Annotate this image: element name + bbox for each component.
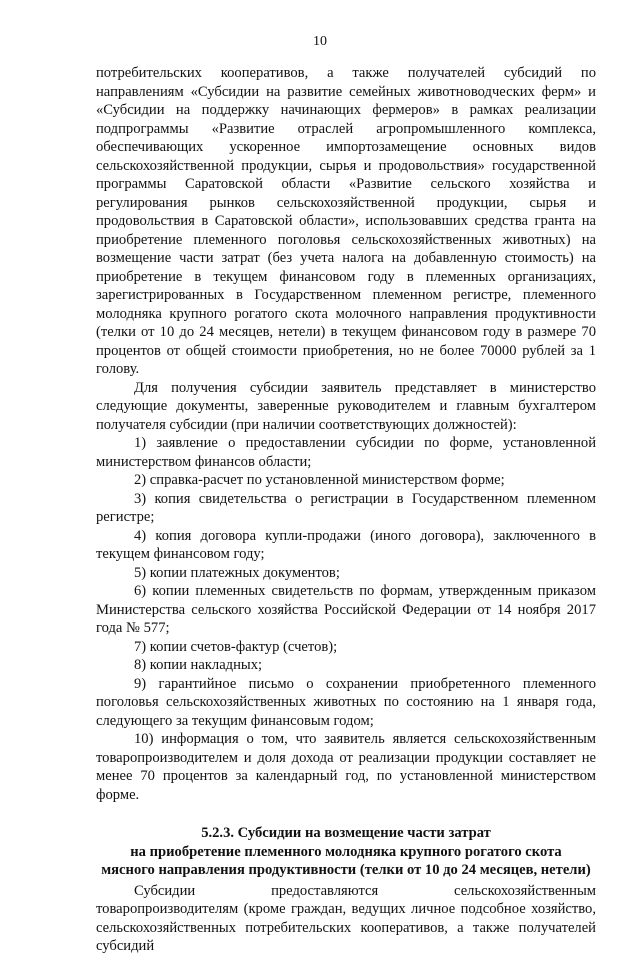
- section-heading-line: на приобретение племенного молодняка крупного рогатого скота: [130, 843, 562, 860]
- body-paragraph: 5) копии платежных документов;: [134, 564, 340, 581]
- body-paragraph: 9) гарантийное письмо о сохранении приобретенного племенного поголовья сельскохозяйственных животных по состоянию на 1 января года, следующего за текущим финансовым годом;: [96, 675, 596, 729]
- paragraphs-before-heading: [96, 64, 596, 804]
- body-paragraph: потребительских кооперативов, а также получателей субсидий по направлениям «Субсидии на развитие семейных животноводческих ферм» и «Субсидии на поддержку начинающих фермеров» в рамках реализации подпрограммы «Развитие отраслей агропромышленного комплекса, обеспечивающих ускоренное импортозамещение основных видов сельскохозяйственной продукции, сырья и продовольствия» государственной программы Саратовской области «Развитие сельского хозяйства и регулирования рынков сельскохозяйственной продукции, сырья и продовольствия в Саратовской области», использовавших средства гранта на приобретение племенного поголовья сельскохозяйственных животных) на возмещение части затрат (без учета налога на добавленную стоимость) на приобретение в текущем финансовом году в племенных организациях, зарегистрированных в Государственном племенном регистре, племенного молодняка крупного рогатого скота молочного направления продуктивности (телки от 10 до 24 месяцев, нетели) в текущем финансовом году в размере 70 процентов от общей стоимости приобретения, но не более 70000 рублей за 1 голову.: [96, 65, 596, 377]
- document-body: [96, 64, 596, 956]
- body-paragraph: 4) копия договора купли-продажи (иного договора), заключенного в текущем финансовом году;: [96, 527, 596, 562]
- body-paragraph: 7) копии счетов-фактур (счетов);: [134, 638, 338, 655]
- body-paragraph: 6) копии племенных свидетельств по формам, утвержденным приказом Министерства сельского хозяйства Российской Федерации от 14 ноября 2017 года № 577;: [96, 583, 596, 636]
- body-paragraph: 1) заявление о предоставлении субсидии по форме, установленной министерством финансов области;: [96, 435, 596, 470]
- body-paragraph: Для получения субсидии заявитель представляет в министерство следующие документы, заверенные руководителем и главным бухгалтером получателя субсидии (при наличии соответствующих должностей):: [96, 379, 596, 433]
- paragraphs-after-heading: [96, 882, 596, 956]
- section-heading: [96, 824, 596, 880]
- page-number: 10: [313, 34, 327, 49]
- body-paragraph: 2) справка-расчет по установленной министерством форме;: [134, 472, 505, 488]
- section-heading-line: 5.2.3. Субсидии на возмещение части затрат: [201, 825, 491, 841]
- body-paragraph: 10) информация о том, что заявитель является сельскохозяйственным товаропроизводителем и доля дохода от реализации продукции составляет не менее 70 процентов за календарный год, по установленной министерством форме.: [96, 731, 596, 803]
- body-paragraph: 3) копия свидетельства о регистрации в Государственном племенном регистре;: [96, 490, 596, 525]
- body-paragraph: 8) копии накладных;: [134, 657, 263, 673]
- body-paragraph: Субсидии предоставляются сельскохозяйственным товаропроизводителям (кроме граждан, ведущих личное подсобное хозяйство, сельскохозяйственных потребительских кооперативов, а также получателей субсидий: [96, 882, 596, 954]
- section-heading-line: мясного направления продуктивности (телки от 10 до 24 месяцев, нетели): [101, 862, 591, 878]
